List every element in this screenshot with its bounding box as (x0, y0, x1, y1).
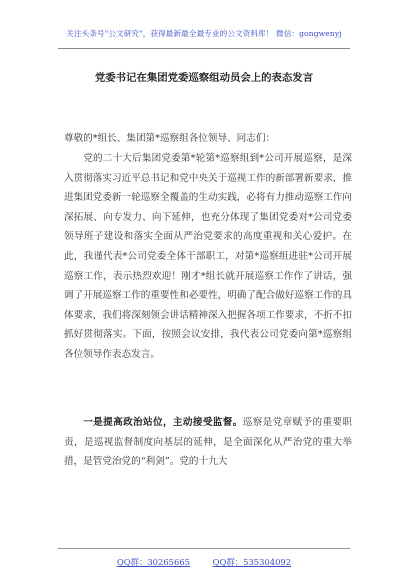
salutation: 尊敬的*组长、集团第*巡察组各位领导、同志们： (64, 133, 276, 144)
header-banner: 关注头条号"公文研究"，获得最新最全最专业的公文资料库！ 微信：gongwenyj (66, 29, 342, 38)
footer (0, 556, 408, 568)
qq-group-link-2[interactable]: QQ群：535304092 (212, 557, 292, 567)
header-divider (58, 48, 350, 49)
paragraph-2-body: 巡察是党章赋予的重要职责，是巡视监督制度向基层的延伸，是全面深化从严治党的重大举措，是管党治党的“利剑”。党的十九大 (64, 417, 353, 468)
paragraph-2-lead: 一是提高政治站位，主动接受监督。 (83, 417, 243, 428)
footer-divider (58, 548, 350, 549)
document-title: 党委书记在集团党委巡察组动员会上的表态发言 (94, 72, 314, 84)
paragraph-2 (64, 413, 352, 472)
paragraph-1: 党的二十大后集团党委第*轮第*巡察组到*公司开展巡察，是深入贯彻落实习近平总书记和党中央关于巡视工作的新部署新要求，推进集团党委新一轮巡察全覆盖的生动实践，必将有力推动巡察工作向深拓展、向专发力、向下延伸，也充分体现了集团党委对*公司党委领导班子建设和落实全面从严治党要求的高度重视和关心爱护。在此，我谨代表*公司党委全体干部职工，对第*巡察组进驻*公司开展巡察工作，表示热烈欢迎！刚才*组长就开展巡察工作作了讲话，强调了开展巡察工作的重要性和必要性，明确了配合做好巡察工作的具体要求，我们将深刻领会讲话精神深入把握各项工作要求，不折不扣抓好贯彻落实。下面，按照会议安排，我代表公司党委向第*巡察组各位领导作表态发言。 (64, 153, 352, 360)
qq-group-link-1[interactable]: QQ群：30265665 (116, 557, 190, 567)
